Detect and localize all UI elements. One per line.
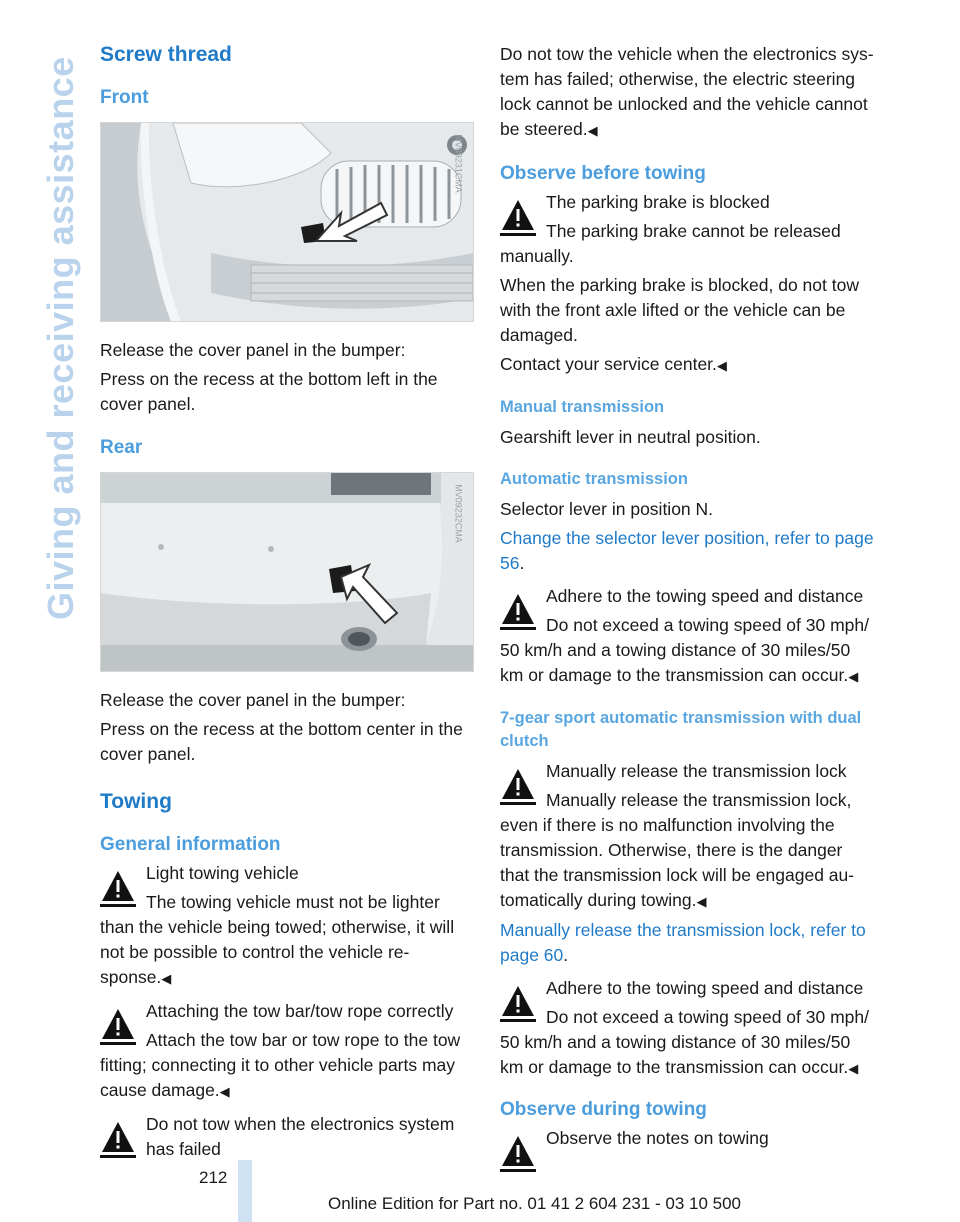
- front-instruction-2: Press on the recess at the bottom left in the cover panel.: [100, 369, 438, 414]
- heading-towing: Towing: [100, 790, 172, 813]
- warning-triangle-icon: [500, 984, 536, 1024]
- warning-triangle-icon: [100, 869, 136, 909]
- warning-triangle-icon: [100, 1007, 136, 1047]
- selector-lever-link-paragraph: Change the selector lever position, refer to page 56.: [500, 528, 874, 573]
- warning-continued-text: Do not tow the vehicle when the electronics system has failed; otherwise, the electric steering lock cannot be unlocked and the vehicle cannot be steered.◀: [500, 44, 874, 139]
- warning-triangle-icon: [500, 592, 536, 632]
- warning-title: Do not tow when the electronics system has failed: [146, 1114, 455, 1159]
- automatic-transmission-paragraph: Selector lever in position N.: [500, 499, 714, 519]
- warning-text: Attach the tow bar or tow rope to the tow fitting; connecting it to other vehicle parts may cause damage.◀: [100, 1030, 461, 1100]
- subheading-observe-during-towing: Observe during towing: [500, 1099, 707, 1120]
- warning-triangle-icon: [500, 198, 536, 238]
- warning-title: Adhere to the towing speed and distance: [546, 978, 864, 998]
- front-bumper-image: [100, 122, 474, 322]
- heading-screw-thread: Screw thread: [100, 43, 232, 66]
- warning-towing-speed-auto: [500, 584, 874, 689]
- contact-service-paragraph: Contact your service center.◀: [500, 354, 727, 374]
- front-instruction-1: Release the cover panel in the bumper:: [100, 340, 406, 360]
- figure-code: MV09231CMA: [454, 134, 464, 193]
- subheading-observe-before-towing: Observe before towing: [500, 163, 706, 184]
- page-number: 212: [199, 1168, 228, 1187]
- heading-manual-transmission: Manual transmission: [500, 398, 665, 416]
- warning-title: Light towing vehicle: [146, 863, 299, 883]
- warning-towing-speed-dual: [500, 976, 874, 1081]
- page-footer: [0, 1160, 960, 1222]
- section-title: Giving and receiving assistance: [40, 56, 81, 620]
- subheading-rear: Rear: [100, 437, 143, 458]
- warning-text: The parking brake cannot be released manually.: [500, 221, 841, 266]
- subheading-general-information: General information: [100, 834, 281, 855]
- rear-instruction-2: Press on the recess at the bottom center in the cover panel.: [100, 719, 463, 764]
- transmission-lock-link-paragraph: Manually release the transmission lock, refer to page 60.: [500, 920, 866, 965]
- rear-bumper-image: [100, 472, 474, 672]
- warning-title: Observe the notes on towing: [546, 1128, 769, 1148]
- warning-light-towing-vehicle: [100, 861, 472, 991]
- subheading-front: Front: [100, 87, 149, 108]
- warning-text: Do not exceed a towing speed of 30 mph/ 50 km/h and a towing distance of 30 miles/50 km or damage to the transmission can occur.◀: [500, 615, 869, 685]
- online-edition-text: Online Edition for Part no. 01 41 2 604 231 - 03 10 500: [328, 1194, 742, 1213]
- heading-dual-clutch: 7-gear sport automatic transmission with dual clutch: [500, 709, 862, 750]
- manual-transmission-paragraph: Gearshift lever in neutral position.: [500, 427, 761, 447]
- left-column: [100, 42, 472, 1166]
- page-56-link[interactable]: Change the selector lever position, refer to page 56: [500, 528, 874, 573]
- sidebar: [0, 0, 80, 1140]
- warning-text: The towing vehicle must not be lighter than the vehicle being towed; otherwise, it will not be possible to control the vehicle response.◀: [100, 892, 455, 987]
- parking-brake-paragraph: When the parking brake is blocked, do not tow with the front axle lifted or the vehicle can be damaged.: [500, 275, 859, 345]
- front-bumper-illustration: [101, 123, 473, 321]
- warning-triangle-icon: [100, 1120, 136, 1160]
- warning-release-transmission-lock: [500, 759, 874, 914]
- right-column: [500, 42, 874, 1178]
- warning-title: Adhere to the towing speed and distance: [546, 586, 864, 606]
- warning-title: Attaching the tow bar/tow rope correctly: [146, 1001, 454, 1021]
- heading-automatic-transmission: Automatic transmission: [500, 470, 688, 488]
- warning-text: Manually release the transmission lock, even if there is no malfunction involving the transmission. Otherwise, there is the danger that the transmission lock will be engaged automatically during towing.◀: [500, 790, 855, 910]
- figure-code: MV09232CMA: [454, 484, 464, 543]
- warning-title: Manually release the transmission lock: [546, 761, 847, 781]
- warning-observe-notes: [500, 1126, 874, 1151]
- warning-parking-brake-blocked: [500, 190, 874, 269]
- warning-text: Do not exceed a towing speed of 30 mph/ 50 km/h and a towing distance of 30 miles/50 km or damage to the transmission can occur.◀: [500, 1007, 869, 1077]
- warning-title: The parking brake is blocked: [546, 192, 770, 212]
- rear-bumper-illustration: [101, 473, 473, 671]
- footer-bar: [238, 1160, 252, 1222]
- warning-attaching-tow-bar: [100, 999, 472, 1104]
- warning-electronics-failed: [100, 1112, 472, 1162]
- warning-triangle-icon: [500, 767, 536, 807]
- rear-instruction-1: Release the cover panel in the bumper:: [100, 690, 406, 710]
- page-60-link[interactable]: Manually release the transmission lock, refer to page 60: [500, 920, 866, 965]
